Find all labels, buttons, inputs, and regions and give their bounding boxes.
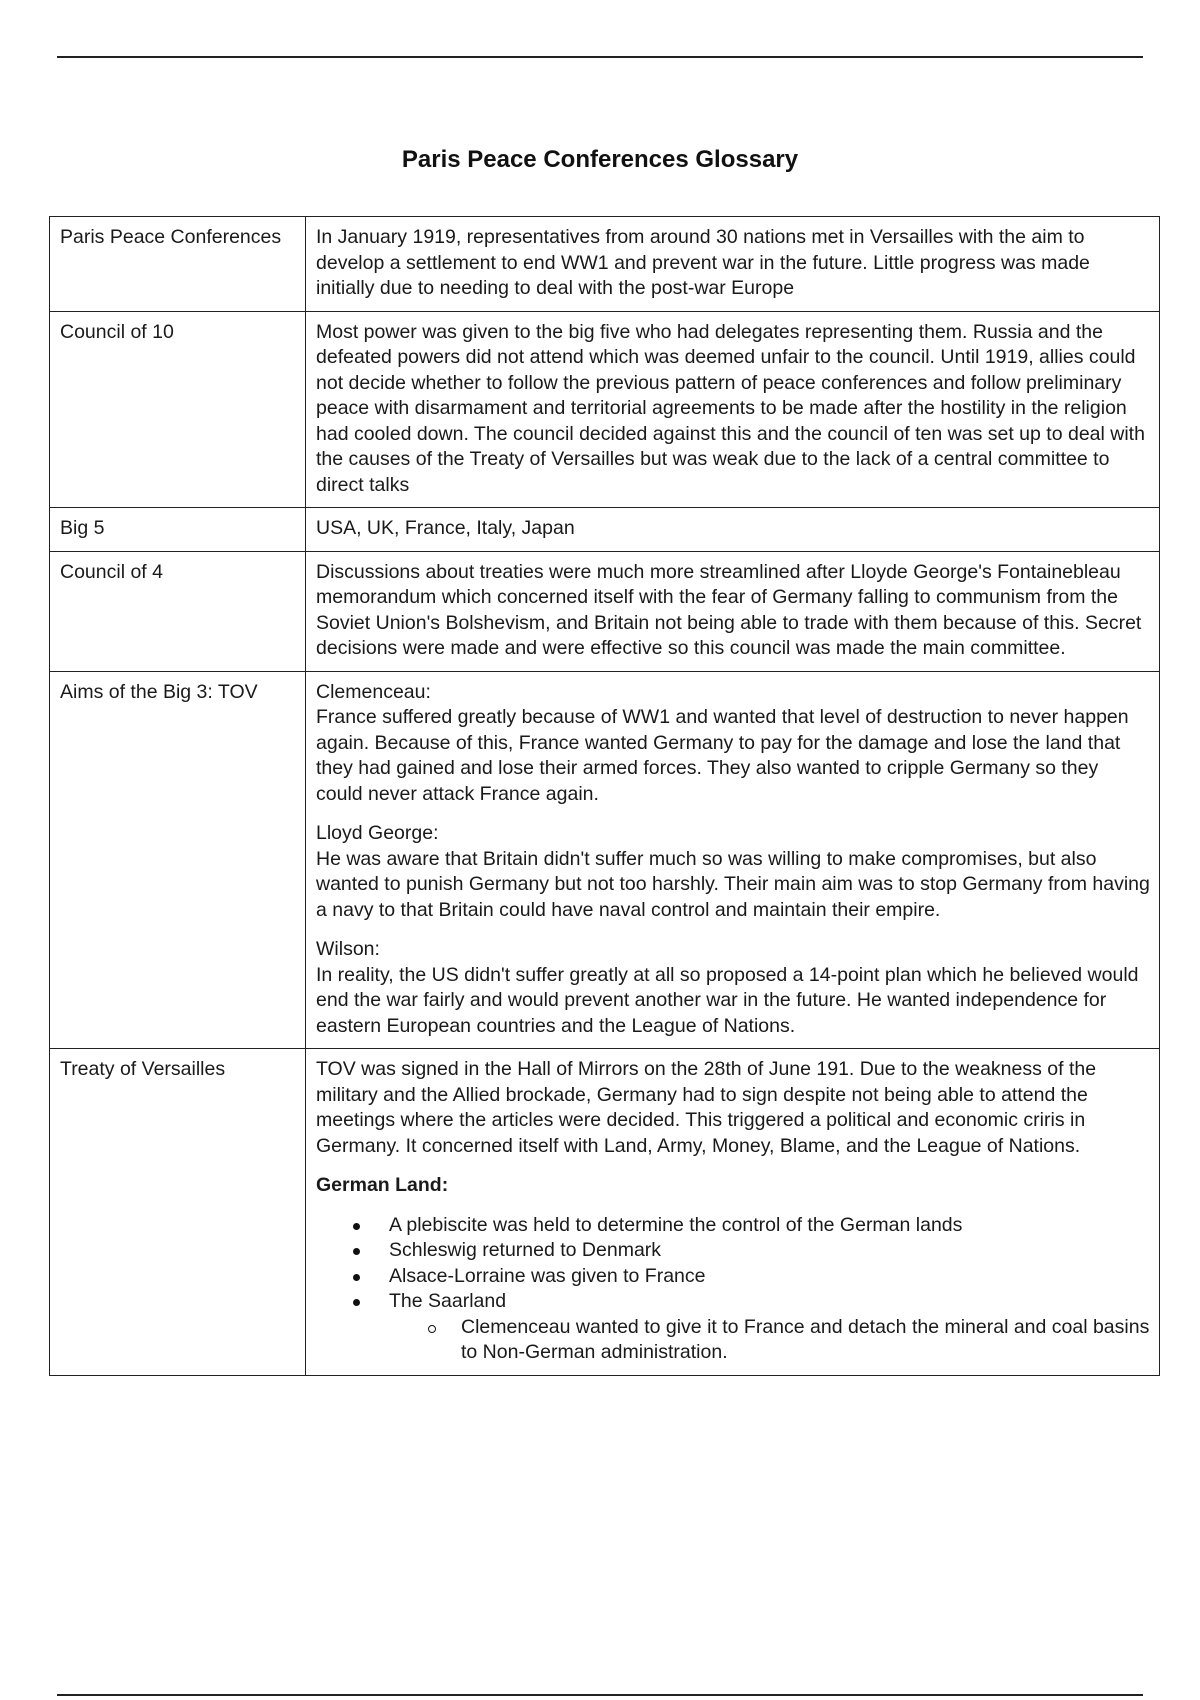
paragraph-gap xyxy=(316,807,1150,821)
table-row xyxy=(50,508,1160,552)
term-cell: Big 5 xyxy=(50,508,306,552)
aim-leader-wilson: Wilson: xyxy=(316,938,380,960)
hollow-bullet-icon xyxy=(428,1325,436,1333)
list-item-text: A plebiscite was held to determine the control of the German lands xyxy=(389,1213,963,1236)
list-item-text: The Saarland xyxy=(389,1290,507,1312)
paragraph-gap xyxy=(316,923,1150,937)
table-row xyxy=(50,671,1160,1049)
list-item xyxy=(389,1289,1150,1366)
sub-list-item-text: Clemenceau wanted to give it to France and detach the mineral and coal basins to Non-German administration. xyxy=(461,1315,1150,1363)
list-item xyxy=(389,1238,1150,1264)
sub-bullet-list xyxy=(389,1315,1150,1366)
term-cell: Council of 4 xyxy=(50,551,306,671)
aim-text-lloyd-george: He was aware that Britain didn't suffer much so was willing to make compromises, but also wanted to punish Germany but not too harshly. Their main aim was to stop Germany from having a navy to that Britain could have naval control and maintain their empire. xyxy=(316,847,1150,921)
table-row xyxy=(50,1049,1160,1376)
definition-cell: USA, UK, France, Italy, Japan xyxy=(306,508,1160,552)
definition-cell: In January 1919, representatives from around 30 nations met in Versailles with the aim to develop a settlement to end WW1 and prevent war in the future. Little progress was made initially due to needing to deal with the post-war Europe xyxy=(306,217,1160,312)
aim-leader-clemenceau: Clemenceau: xyxy=(316,680,431,703)
sub-list-item xyxy=(461,1315,1150,1366)
aim-text-clemenceau: France suffered greatly because of WW1 and wanted that level of destruction to never happen again. Because of this, France wanted Germany to pay for the damage and lose the land that they had gained and lose their armed forces. They also wanted to cripple Germany so they could never attack France again. xyxy=(316,706,1129,805)
term-cell: Council of 10 xyxy=(50,311,306,508)
term-cell: Treaty of Versailles xyxy=(50,1049,306,1376)
page-title: Paris Peace Conferences Glossary xyxy=(401,146,799,173)
term-cell: Paris Peace Conferences xyxy=(50,217,306,312)
list-item-text: Alsace-Lorraine was given to France xyxy=(389,1264,706,1287)
footer-rule xyxy=(57,1694,1143,1696)
bullet-dot-icon xyxy=(353,1248,360,1255)
definition-cell: Most power was given to the big five who had delegates representing them. Russia and the defeated powers did not attend which was deemed unfair to the council. Until 1919, allies could not decide whether to follow the previous pattern of peace conferences and follow preliminary peace with disarmament and territorial agreements to be made after the hostility in the religion had cooled down. The council decided against this and the council of ten was set up to deal with the causes of the Treaty of Versailles but was weak due to the lack of a central committee to direct talks xyxy=(306,311,1160,508)
definition-cell xyxy=(306,671,1160,1049)
list-item-text: Schleswig returned to Denmark xyxy=(389,1239,662,1261)
term-cell: Aims of the Big 3: TOV xyxy=(50,671,306,1049)
table-row xyxy=(50,311,1160,508)
glossary-table xyxy=(49,216,1160,1376)
bullet-dot-icon xyxy=(353,1299,360,1306)
definition-cell xyxy=(306,1049,1160,1376)
aim-leader-lloyd-george: Lloyd George: xyxy=(316,822,439,844)
sub-heading: German Land: xyxy=(316,1174,449,1196)
table-row xyxy=(50,551,1160,671)
header-rule xyxy=(57,56,1143,58)
list-item xyxy=(389,1264,1150,1290)
bullet-dot-icon xyxy=(353,1223,360,1230)
bullet-dot-icon xyxy=(353,1274,360,1281)
definition-text: TOV was signed in the Hall of Mirrors on the 28th of June 191. Due to the weakness of the military and the Allied brockade, Germany had to sign despite not being able to attend the meetings where the articles were decided. This triggered a political and economic criris in Germany. It concerned itself with Land, Army, Money, Blame, and the League of Nations. xyxy=(316,1058,1097,1157)
aim-text-wilson: In reality, the US didn't suffer greatly at all so proposed a 14-point plan which he believed would end the war fairly and would prevent another war in the future. He wanted independence for eastern European countries and the League of Nations. xyxy=(316,963,1139,1037)
list-item xyxy=(389,1213,1150,1239)
definition-cell: Discussions about treaties were much more streamlined after Lloyde George's Fontainebleau memorandum which concerned itself with the fear of Germany falling to communism from the Soviet Union's Bolshevism, and Britain not being able to trade with them because of this. Secret decisions were made and were effective so this council was made the main committee. xyxy=(306,551,1160,671)
bullet-list xyxy=(316,1213,1150,1366)
table-row xyxy=(50,217,1160,312)
